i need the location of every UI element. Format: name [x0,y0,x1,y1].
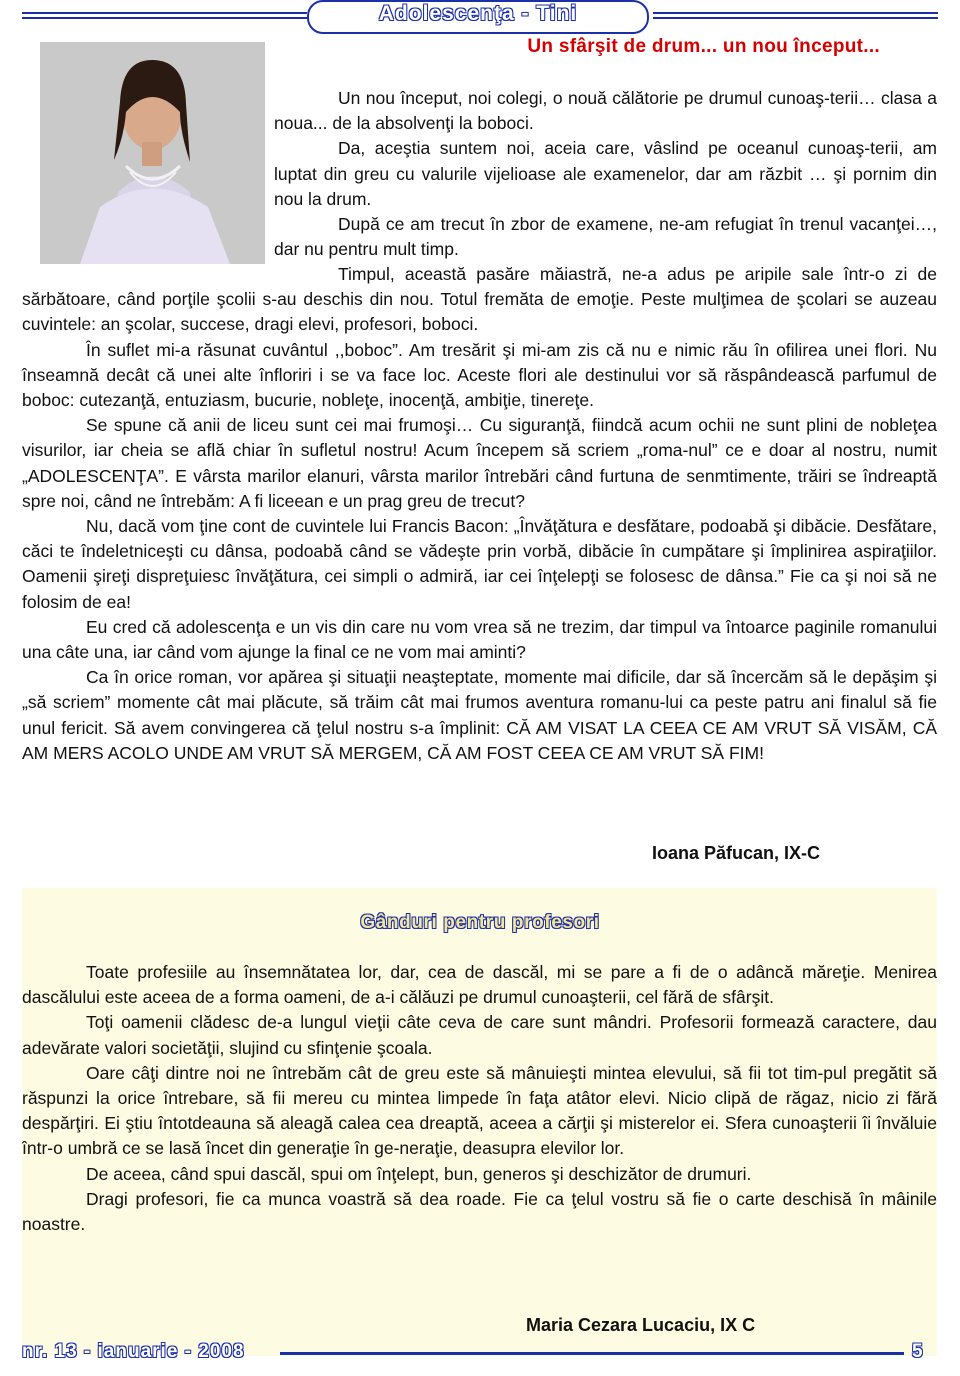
paragraph: Oare câţi dintre noi ne întrebăm cât de greu este să mânuieşti mintea elevului, să fii tot tim-pul pregătit să răspunzi la orice întrebare, să fii mereu cu mintea limpede în faţa atâtor elevi. Nicio clipă de răgaz, nicio zi fără despărţiri. Ei ştiu întotdeauna să aleagă calea cea dreaptă, aceea a cărţii şi misterelor ei. Sfera cunoaşterii îi învăluie într-o umbră ce se lasă încet din generaţie în ge-neraţie, deasupra elevilor lor. [22,1062,937,1159]
header-rule-left [22,12,307,14]
paragraph: Toate profesiile au însemnătatea lor, dar, cea de dascăl, mi se pare a fi de o adâncă măreţie. Menirea dascălului este aceea de a forma oameni, de a-i călăuzi pe drumul cunoaşterii, cel fără de sfârşit. [22,962,937,1008]
paragraph: Un nou început, noi colegi, o nouă călătorie pe drumul cunoaş-terii… clasa a noua... de la absolvenţi la boboci. [274,88,937,134]
paragraph: Eu cred că adolescenţa e un vis din care nu vom vrea să ne trezim, dar timpul va întoarce paginile romanului una câte una, iar când vom ajunge la final ce ne vom mai aminti? [22,616,937,663]
paragraph: Dragi profesori, fie ca munca voastră să dea roade. Fie ca ţelul vostru să fie o carte deschisă în mâinile noastre. [22,1188,937,1235]
header-rule-right [653,12,938,14]
teachers-article-body [22,960,937,1237]
article-body [22,262,937,766]
footer-rule [280,1352,904,1355]
article-intro [274,86,937,262]
page-number: 5 [912,1341,923,1362]
issue-label: nr. 13 - ianuarie - 2008 [22,1341,245,1362]
paragraph: Se spune că anii de liceu sunt cei mai frumoşi… Cu siguranţă, fiindcă acum ochii ne sunt plini de nobleţea visurilor, iar cheia se află chiar în sufletul nostru! Acum începem să scriem „roma-nul” ce e doar al nostru, numit „ADOLESCENŢA”. E vârsta marilor elanuri, vârsta marilor întrebări când furtuna de senmtimente, trăiri se îndreaptă spre noi, când ne întrebăm: A fi liceean e un prag greu de trecut? [22,415,937,511]
section-title: Adolescenţa - Tini [307,0,649,34]
paragraph: De aceea, când spui dascăl, spui om înţelept, bun, generos şi deschizător de drumuri. [86,1163,752,1184]
paragraph: Timpul, această pasăre măiastră, ne-a adus pe aripile sale într-o zi de sărbătoare, când porţile şcolii s-au deschis din nou. Totul fremăta de emoţie. Peste mulţimea de şcolari se auzeau cuvintele: an şcolar, succese, dragi elevi, profesori, boboci. [22,264,937,335]
article-title: Un sfârşit de drum... un nou început... [527,36,880,57]
author-photo [40,42,265,264]
paragraph: Da, aceştia suntem noi, aceia care, vâslind pe oceanul cunoaş-terii, am luptat din greu cu valurile vijelioase ale examenelor, dar am răzbit … şi pornim din nou la drum. [274,138,937,209]
paragraph: În suflet mi-a răsunat cuvântul ,,boboc”. Am tresărit şi mi-am zis că nu e nimic rău în ofilirea unei flori. Nu înseamnă decât că unei alte înfloriri i se va face loc. Aceste flori ale destinului vor să răspândească parfumul de boboc: cutezanţă, entuziasm, bucurie, nobleţe, inocenţă, ambiţie, tinereţe. [22,339,937,411]
author-signature: Ioana Păfucan, IX-C [652,843,821,863]
paragraph: După ce am trecut în zbor de examene, ne-am refugiat în trenul vacanţei…, dar nu pentru mult timp. [274,214,937,260]
box-title: Gânduri pentru profesori [360,912,600,933]
author-signature-2: Maria Cezara Lucaciu, IX C [526,1315,756,1335]
paragraph: Nu, dacă vom ţine cont de cuvintele lui Francis Bacon: „Învăţătura e desfătare, podoabă şi dibăcie. Desfătare, căci te îndeletniceşti cu dânsa, podoabă când se vădeşte prin vorbă, dibăcie în cumpătare şi împlinirea aspiraţiilor. Oamenii şireţi dispreţuiesc învăţătura, cei simpli o admiră, iar cei înţelepţi se folosesc de dânsa.” Fie ca şi noi să ne folosim de ea! [22,516,937,612]
paragraph: Ca în orice roman, vor apărea şi situaţii neaşteptate, momente mai dificile, dar să încercăm să le depăşim şi „să scriem” momente cât mai plăcute, să trăim cât mai frumos aventura romanu-lui ca peste patru ani finalul să fie unul fericit. Să avem convingerea că ţelul nostru s-a împlinit: CĂ AM VISAT LA CEEA CE AM VRUT SĂ VISĂM, CĂ AM MERS ACOLO UNDE AM VRUT SĂ MERGEM, CĂ AM FOST CEEA CE AM VRUT SĂ FIM! [22,667,937,763]
header-rule-right-2 [653,17,938,19]
paragraph: Toţi oamenii clădesc de-a lungul vieţii câte ceva de care sunt mândri. Profesorii formează caractere, dau adevărate valori societăţii, slujind cu sfinţenie şcoala. [22,1012,937,1058]
header-rule-left-2 [22,17,307,19]
portrait-illustration [40,42,265,264]
